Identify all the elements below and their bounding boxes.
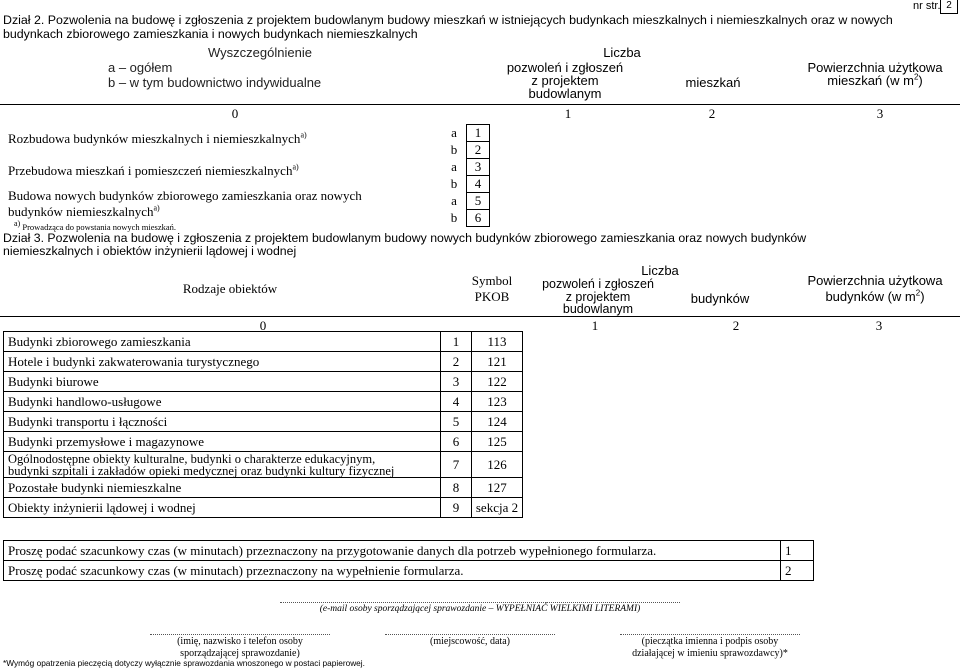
s3-row-num: 9 (441, 498, 472, 518)
s3-col2-header: budynków (690, 291, 750, 306)
sig2-caption: (miejscowość, data) (430, 636, 510, 647)
s2-rownum: 2 (467, 142, 490, 159)
sig2-line (385, 634, 555, 635)
section3-title (3, 232, 806, 258)
s3-row-label: Budynki zbiorowego zamieszkania (4, 332, 441, 352)
s2-col3-l1: Powierzchnia użytkowa (807, 60, 943, 75)
s3-col3-header: Powierzchnia użytkowa budynków (w $m^2$) (807, 273, 943, 304)
s2-col1-l1: pozwoleń i zgłoszeń (506, 60, 624, 75)
table-row (4, 372, 523, 392)
s2-sub-a: a (451, 193, 457, 208)
s3-col1-header: pozwoleń i zgłoszeń z projektem budowlanym (542, 277, 654, 316)
s2-col1-l2: z projektem (531, 73, 599, 88)
s3-row-label: Pozostałe budynki niemieszkalne (4, 478, 441, 498)
page-number-value: 2 (946, 0, 952, 11)
s3-row-label: Ogólnodostępne obiekty kulturalne, budynki o charakterze edukacyjnym, budynki szpitali i zakładów opieki medycznej oraz budynki kultury fizycznej (4, 452, 441, 478)
s2-sub-b: b (450, 210, 458, 225)
table-row (4, 478, 523, 498)
s3-row-label: Obiekty inżynierii lądowej i wodnej (4, 498, 441, 518)
s2-sub-a: a (451, 159, 457, 174)
s3-row-pkob: 124 (472, 412, 523, 432)
s2-row1-label: Rozbudowa budynków mieszkalnych i niemieszkalnych$^{a)}$ (8, 130, 307, 146)
s3-row-pkob: 125 (472, 432, 523, 452)
s3-row-num: 3 (441, 372, 472, 392)
s3-num1: 1 (591, 318, 599, 333)
s2-header-rule (0, 104, 960, 105)
s2-rownum: 5 (467, 193, 490, 210)
s2-row-codes (442, 124, 490, 227)
s2-sub-a: a (451, 125, 457, 140)
s2-row3-label: Budowa nowych budynków zbiorowego zamieszkania oraz nowych budynków niemieszkalnych$^{a)}$ (8, 188, 362, 219)
section2-title (3, 13, 893, 41)
page-number-box (940, 0, 958, 14)
s3-row-num: 1 (441, 332, 472, 352)
section2-title-line1: Dział 2. Pozwolenia na budowę i zgłoszenia z projektem budowlanym budowy mieszkań w istniejących budynkach mieszkalnych i niemieszkalnych oraz w nowych (3, 13, 893, 27)
s3-row-pkob: 123 (472, 392, 523, 412)
s3-num2: 2 (732, 318, 740, 333)
table-row (4, 452, 523, 478)
sig3-caption: (pieczątka imienna i podpis osoby działającej w imieniu sprawozdawcy)* (632, 636, 788, 659)
s2-num3: 3 (876, 106, 884, 121)
table-row (4, 412, 523, 432)
s3-row-pkob: 122 (472, 372, 523, 392)
s3-row-num: 2 (441, 352, 472, 372)
s3-header-rule (0, 316, 960, 317)
table-row (4, 352, 523, 372)
table-row (4, 332, 523, 352)
s2-num0: 0 (231, 106, 239, 121)
s2-rownum: 6 (467, 210, 490, 227)
footer-note: *Wymóg opatrzenia pieczęcią dotyczy wyłącznie sprawozdania wnoszonego w postaci papierowej. (3, 658, 365, 668)
s2-col3-header (790, 61, 960, 87)
s3-col-rodzaje: Rodzaje obiektów (182, 281, 278, 296)
s3-row-pkob: 113 (472, 332, 523, 352)
sig1-caption: (imię, nazwisko i telefon osoby sporządzającej sprawozdanie) (177, 636, 303, 659)
s3-row-pkob: 126 (472, 452, 523, 478)
s2-rownum: 3 (467, 159, 490, 176)
s3-row-pkob: 127 (472, 478, 523, 498)
table-row (4, 392, 523, 412)
s2-col2-header: mieszkań (685, 75, 741, 90)
s2-col1-l3: budowlanym (528, 86, 602, 101)
s3-col-symbol: Symbol PKOB (471, 273, 513, 304)
time-question-num: 1 (781, 541, 814, 561)
time-question-label: Proszę podać szacunkowy czas (w minutach) przeznaczony na wypełnienie formularza. (4, 561, 781, 581)
s3-row-num: 8 (441, 478, 472, 498)
s3-row-label: Budynki biurowe (4, 372, 441, 392)
s3-num3: 3 (875, 318, 883, 333)
s2-num2: 2 (708, 106, 716, 121)
table-row (4, 541, 814, 561)
s3-row-pkob: 121 (472, 352, 523, 372)
section3-title-line1: Dział 3. Pozwolenia na budowę i zgłoszenia z projektem budowlanym budowy nowych budynków zbiorowego zamieszkania oraz nowych budynków (3, 231, 807, 245)
s2-row2-label: Przebudowa mieszkań i pomieszczeń niemieszkalnych$^{a)}$ (8, 162, 299, 178)
email-line (280, 602, 680, 603)
s3-row-num: 6 (441, 432, 472, 452)
s3-row-label: Budynki przemysłowe i magazynowe (4, 432, 441, 452)
s2-col-desc-a: a – ogółem (108, 60, 173, 75)
s2-rownum: 1 (467, 125, 490, 142)
section2-title-line2: budynkach zbiorowego zamieszkania i nowych budynkach niemieszkalnych (3, 27, 418, 41)
s2-sub-b: b (450, 142, 458, 157)
s3-row-label: Budynki transportu i łączności (4, 412, 441, 432)
section3-title-line2: niemieszkalnych i obiektów inżynierii lądowej i wodnej (3, 244, 297, 258)
s2-footnote: $^{a)}$ Prowadząca do powstania nowych mieszkań. (14, 219, 177, 232)
s2-col3-l2: mieszkań (w $m^2$) (827, 72, 923, 88)
table-row (4, 498, 523, 518)
s3-row-pkob: sekcja 2 (472, 498, 523, 518)
table-row (4, 561, 814, 581)
s3-table (3, 331, 523, 518)
sig1-line (150, 634, 330, 635)
s2-num1: 1 (564, 106, 572, 121)
email-caption: (e-mail osoby sporządzającej sprawozdanie – WYPEŁNIAĆ WIELKIMI LITERAMI) (319, 604, 641, 614)
table-row (4, 432, 523, 452)
time-question-num: 2 (781, 561, 814, 581)
s2-col-desc-title: Wyszczególnienie (208, 45, 312, 60)
s3-row-num: 4 (441, 392, 472, 412)
s2-liczba: Liczba (603, 45, 641, 60)
s3-liczba: Liczba (641, 263, 679, 278)
s3-row-num: 5 (441, 412, 472, 432)
s3-row-label: Hotele i budynki zakwaterowania turystycznego (4, 352, 441, 372)
time-questions-table (3, 540, 814, 581)
s3-row-label: Budynki handlowo-usługowe (4, 392, 441, 412)
page-number-label: nr str. (913, 0, 941, 12)
time-question-label: Proszę podać szacunkowy czas (w minutach) przeznaczony na przygotowanie danych dla potrzeb wypełnionego formularza. (4, 541, 781, 561)
s2-rownum: 4 (467, 176, 490, 193)
s3-num0: 0 (259, 318, 267, 333)
s2-col-desc-b: b – w tym budownictwo indywidualne (108, 75, 322, 90)
s2-col1-header (500, 61, 630, 100)
s2-sub-b: b (450, 176, 458, 191)
sig3-line (620, 634, 800, 635)
s3-row-num: 7 (441, 452, 472, 478)
